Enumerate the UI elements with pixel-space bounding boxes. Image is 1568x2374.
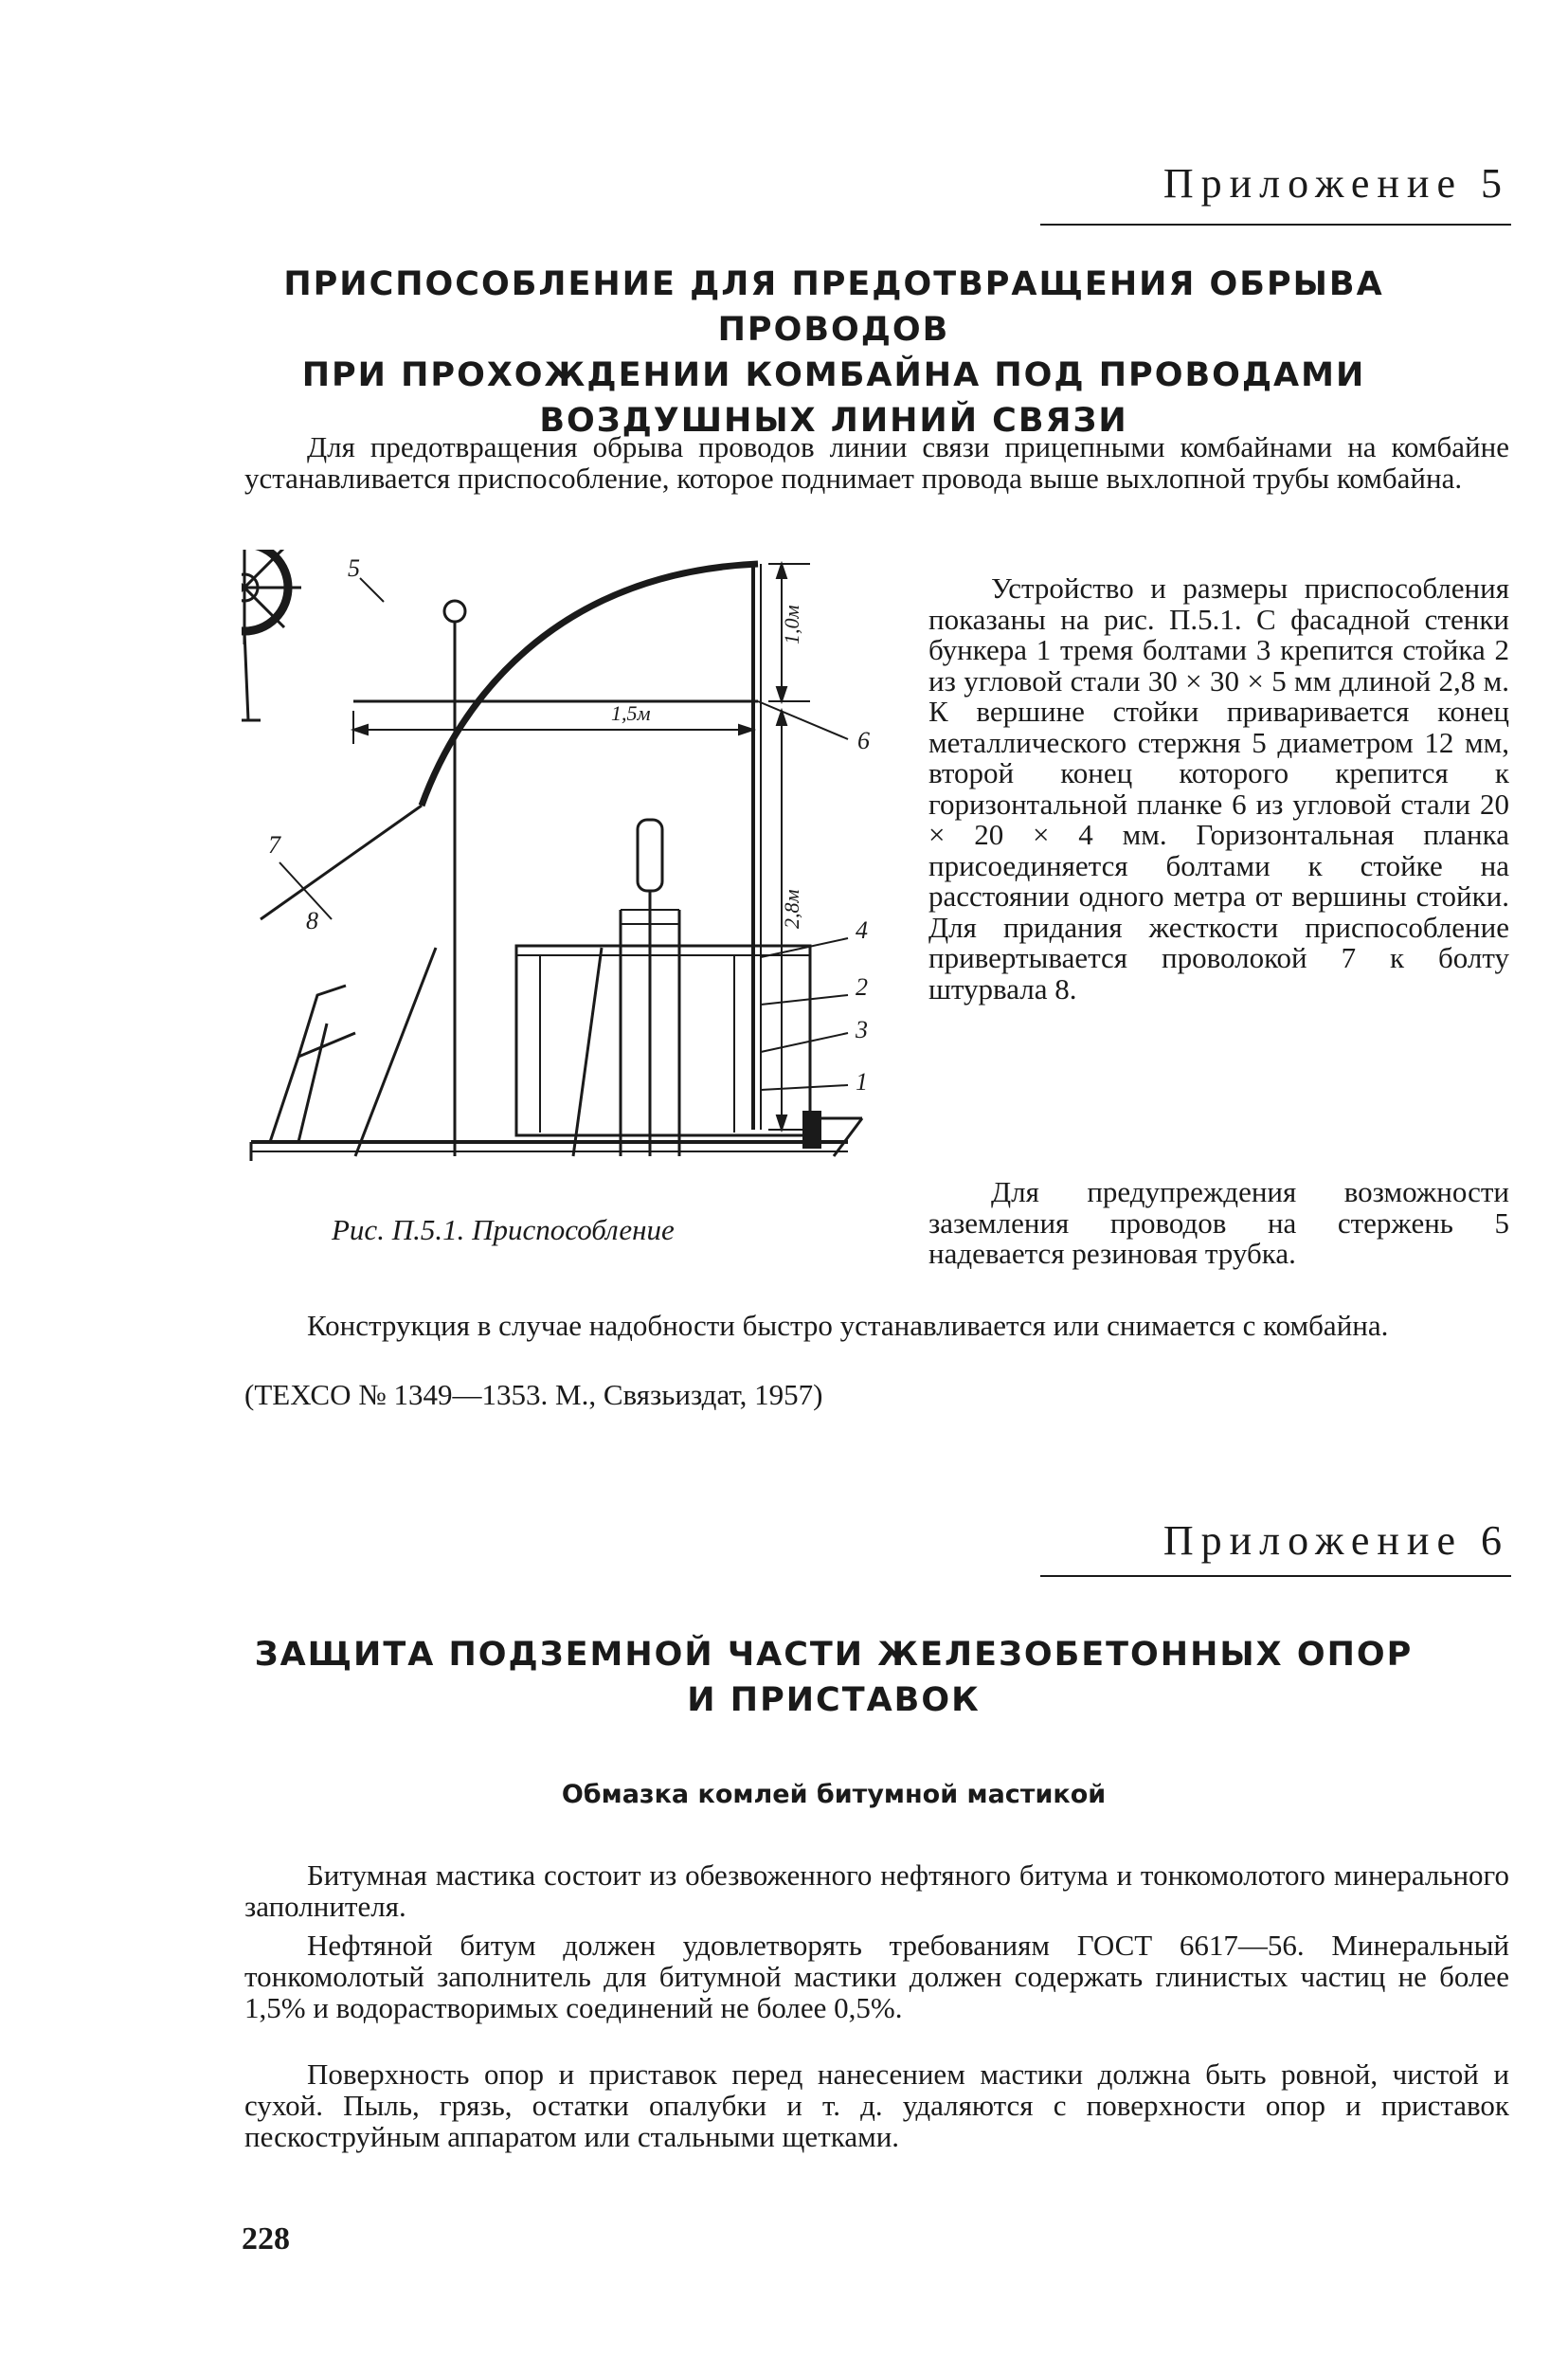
appendix-5-closing: Конструкция в случае надобности быстро устанавливается или снимается с комбайна. xyxy=(307,1309,1389,1342)
fig-dim-2-8m: 2,8м xyxy=(780,889,803,929)
figure-p5-1 xyxy=(242,550,914,1175)
figure-caption: Рис. П.5.1. Приспособление xyxy=(332,1213,675,1246)
appendix-6-subheading: Обмазка комлей битумной мастикой xyxy=(561,1780,1107,1809)
fig-label-2: 2 xyxy=(856,973,868,1001)
title-line: ВОЗДУШНЫХ ЛИНИЙ СВЯЗИ xyxy=(539,402,1128,440)
appendix-5-grounding-text: Для предупреждения возможности заземления проводов на стержень 5 надевается резиновая трубка. xyxy=(928,1175,1509,1270)
appendix-6-title xyxy=(218,1632,1450,1723)
fig-label-3: 3 xyxy=(856,1016,868,1043)
title-line: ЗАЩИТА ПОДЗЕМНОЙ ЧАСТИ ЖЕЛЕЗОБЕТОННЫХ ОПОР xyxy=(254,1636,1414,1674)
appendix-6-paragraph-3: Поверхность опор и приставок перед нанесением мастики должна быть ровной, чистой и сухой. Пыль, грязь, остатки опалубки и т. д. удаляются с поверхности опор и приставок пескоструйным аппаратом или стальными щетками. xyxy=(244,2057,1509,2153)
fig-label-7: 7 xyxy=(268,831,280,859)
title-line: И ПРИСТАВОК xyxy=(687,1681,981,1719)
fig-label-5: 5 xyxy=(348,554,360,582)
appendix-5-intro: Для предотвращения обрыва проводов линии связи прицепными комбайнами на комбайне устанавливается приспособление, которое поднимает провода выше выхлопной трубы комбайна. xyxy=(244,430,1509,495)
appendix-5-source: (ТЕХСО № 1349—1353. М., Связьиздат, 1957) xyxy=(244,1378,823,1411)
fig-label-6: 6 xyxy=(857,727,870,754)
appendix-6-rule xyxy=(1040,1575,1511,1577)
appendix-5-device-text: Устройство и размеры приспособления показаны на рис. П.5.1. С фасадной стенки бункера 1 тремя болтами 3 крепится стойка 2 из угловой стали 30 × 30 × 5 мм длиной 2,8 м. К вершине стойки приваривается конец металлического стержня 5 диаметром 12 мм, второй конец которого крепится к горизонтальной планке 6 из угловой стали 20 × 20 × 4 мм. Горизонтальная планка присоединяется болтами к стойке на расстоянии одного метра от вершины стойки. Для придания жесткости приспособление привертывается проволокой 7 к болту штурвала 8. xyxy=(928,571,1509,1006)
page-number: 228 xyxy=(242,2221,290,2256)
appendix-6-heading: Приложение 6 xyxy=(1162,1517,1509,1564)
appendix-5-heading: Приложение 5 xyxy=(1162,160,1509,207)
appendix-6-paragraph-1: Битумная мастика состоит из обезвоженного нефтяного битума и тонкомолотого минерального заполнителя. xyxy=(244,1858,1509,1923)
fig-label-8: 8 xyxy=(306,907,318,934)
appendix-6-paragraph-2: Нефтяной битум должен удовлетворять требованиям ГОСТ 6617—56. Минеральный тонкомолотый заполнитель для битумной мастики должен содержать глинистых частиц не более 1,5% и водорастворимых соединений не более 0,5%. xyxy=(244,1929,1509,2024)
appendix-5-rule xyxy=(1040,224,1511,226)
title-line: ПРИСПОСОБЛЕНИЕ ДЛЯ ПРЕДОТВРАЩЕНИЯ ОБРЫВА ПРОВОДОВ xyxy=(283,265,1384,349)
fig-label-4: 4 xyxy=(856,916,868,944)
appendix-5-title xyxy=(218,262,1450,444)
fig-label-1: 1 xyxy=(856,1068,868,1096)
fig-dim-1-5m: 1,5м xyxy=(611,701,651,725)
fig-dim-1-0m: 1,0м xyxy=(780,605,803,644)
title-line: ПРИ ПРОХОЖДЕНИИ КОМБАЙНА ПОД ПРОВОДАМИ xyxy=(301,356,1366,394)
